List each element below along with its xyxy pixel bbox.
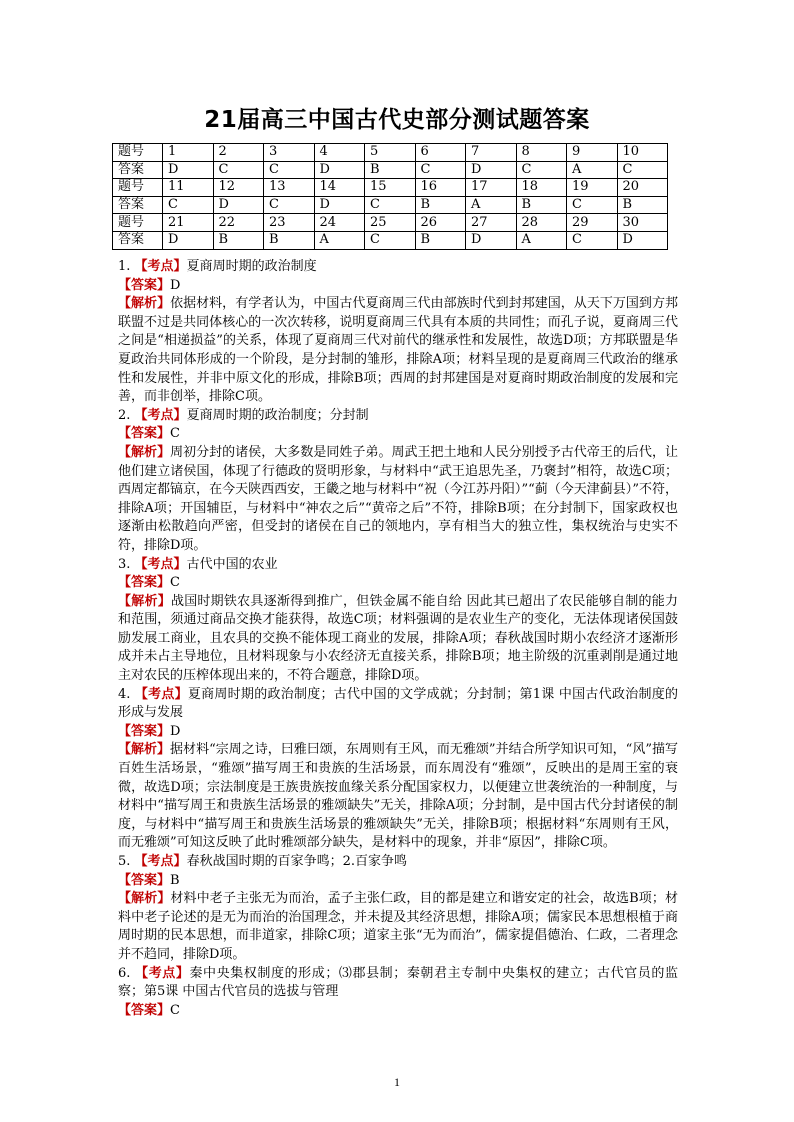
table-cell: C: [163, 196, 214, 214]
table-cell: A: [314, 231, 365, 249]
question-number: 2.: [118, 407, 135, 423]
table-cell: 22: [213, 214, 264, 232]
kaodian-text: 古代中国的农业: [186, 556, 278, 572]
table-cell: 27: [466, 214, 517, 232]
question-number: 1.: [118, 259, 135, 274]
kaodian-text: 春秋战国时期的百家争鸣；2.百家争鸣: [186, 854, 407, 869]
question-answer-line: [118, 425, 678, 444]
table-cell: B: [264, 231, 315, 249]
table-row-header: 题号: [113, 179, 163, 197]
answer-label: 【答案】: [118, 1002, 171, 1018]
table-row-header: 答案: [113, 231, 163, 249]
table-cell: C: [567, 231, 618, 249]
kaodian-label: 【考点】: [134, 686, 188, 702]
table-cell: 15: [365, 179, 416, 197]
question-topic-line: [118, 407, 678, 426]
kaodian-text: 夏商周时期的政治制度；古代中国的文学成就；分封制；第1课 中国古代政治制度的形成与发展: [118, 686, 678, 721]
answer-text: C: [170, 426, 180, 442]
kaodian-label: 【考点】: [134, 259, 187, 274]
question-topic-line: [118, 965, 678, 1002]
table-cell: B: [415, 196, 466, 214]
kaodian-text: 秦中央集权制度的形成；⑶郡县制；秦朝君主专制中央集权的建立；古代官员的监察；第5课 中国古代官员的选拔与管理: [118, 965, 678, 1000]
table-cell: 25: [365, 214, 416, 232]
table-cell: A: [516, 231, 567, 249]
answer-text: D: [170, 723, 181, 739]
table-cell: A: [567, 161, 618, 179]
analysis-label: 【解析】: [118, 296, 171, 312]
table-cell: D: [617, 231, 668, 249]
analysis-text: 战国时期铁农具逐渐得到推广，但铁金属不能自给 因此其已超出了农民能够自制的能力和范围，须通过商品交换才能获得，故选C项；材料强调的是农业生产的变化，无法体现诸侯国鼓励发展工商业，且农具的交换不能体现工商业的发展，排除A项；春秋战国时期小农经济才逐渐形成并未占主导地位，且材料现象与小农经济无直接关系，排除B项；地主阶级的沉重剥削是通过地主对农民的压榨体现出来的，不符合题意，排除D项。: [118, 593, 678, 684]
kaodian-label: 【考点】: [134, 407, 187, 423]
question-analysis: [118, 890, 678, 964]
analysis-text: 材料中老子主张无为而治，孟子主张仁政，目的都是建立和谐安定的社会，故选B项；材料中老子论述的是无为而治的治国理念，并未提及其经济思想，排除A项；儒家民本思想根植于商周时期的民本思想，而非道家，排除C项；道家主张“无为而治”，儒家提倡德治、仁政，二者理念并不趋同，排除D项。: [118, 891, 678, 962]
table-cell: 21: [163, 214, 214, 232]
answer-label: 【答案】: [118, 575, 171, 591]
table-row: [113, 161, 668, 179]
table-cell: B: [365, 161, 416, 179]
table-cell: 12: [213, 179, 264, 197]
table-cell: 28: [516, 214, 567, 232]
table-row: [113, 231, 668, 249]
question-answer-line: [118, 872, 678, 891]
table-row: [113, 214, 668, 232]
analysis-text: 据材料“宗周之诗，曰雅曰颂，东周则有王风，而无雅颂”并结合所学知识可知，“风”描写百姓生活场景，“雅颂”描写周王和贵族的生活场景，而东周没有“雅颂”，反映出的是周王室的衰微，故选D项；宗法制度是王族贵族按血缘关系分配国家权力，以便建立世袭统治的一种制度，与材料中“描写周王和贵族生活场景的雅颂缺失”无关，排除A项；分封制，是中国古代分封诸侯的制度，与材料中“描写周王和贵族生活场景的雅颂缺失”无关，排除B项；根据材料“东周则有王风，而无雅颂”可知这反映了此时雅颂部分缺失，是材料中的现象，并非“原因”，排除C项。: [118, 742, 678, 851]
answer-text: C: [170, 575, 180, 591]
table-cell: 5: [365, 144, 416, 162]
table-cell: 2: [213, 144, 264, 162]
table-cell: 26: [415, 214, 466, 232]
question-topic-line: [118, 686, 678, 723]
question-number: 6.: [118, 965, 136, 981]
question-analysis: [118, 593, 678, 686]
table-cell: 11: [163, 179, 214, 197]
question-number: 5.: [118, 854, 135, 869]
table-cell: 1: [163, 144, 214, 162]
kaodian-text: 夏商周时期的政治制度: [186, 259, 317, 274]
analysis-label: 【解析】: [118, 593, 171, 609]
table-cell: C: [264, 196, 315, 214]
answer-text: B: [170, 872, 180, 888]
table-cell: 18: [516, 179, 567, 197]
table-row: [113, 196, 668, 214]
question-answer-line: [118, 723, 678, 742]
table-cell: 30: [617, 214, 668, 232]
answer-label: 【答案】: [118, 277, 171, 293]
kaodian-text: 夏商周时期的政治制度；分封制: [186, 407, 369, 423]
table-cell: A: [466, 196, 517, 214]
table-cell: 29: [567, 214, 618, 232]
table-row: [113, 144, 668, 162]
table-row-header: 题号: [113, 214, 163, 232]
table-cell: C: [415, 161, 466, 179]
table-cell: D: [163, 231, 214, 249]
analysis-label: 【解析】: [118, 444, 171, 460]
table-cell: 20: [617, 179, 668, 197]
table-cell: 14: [314, 179, 365, 197]
table-cell: B: [516, 196, 567, 214]
table-cell: C: [264, 161, 315, 179]
kaodian-label: 【考点】: [134, 854, 187, 869]
table-row: [113, 179, 668, 197]
table-cell: 9: [567, 144, 618, 162]
table-cell: 6: [415, 144, 466, 162]
table-cell: 16: [415, 179, 466, 197]
table-cell: 24: [314, 214, 365, 232]
table-row-header: 答案: [113, 196, 163, 214]
answer-label: 【答案】: [118, 723, 171, 739]
analysis-label: 【解析】: [118, 891, 171, 907]
table-cell: B: [617, 196, 668, 214]
page-number: 1: [394, 1075, 400, 1089]
analysis-label: 【解析】: [118, 742, 171, 758]
table-cell: 17: [466, 179, 517, 197]
table-cell: C: [213, 161, 264, 179]
question-answer-line: [118, 277, 678, 296]
question-analysis: [118, 295, 678, 407]
table-cell: 7: [466, 144, 517, 162]
table-cell: 23: [264, 214, 315, 232]
table-cell: D: [314, 196, 365, 214]
table-cell: B: [415, 231, 466, 249]
table-cell: 8: [516, 144, 567, 162]
question-answer-line: [118, 1002, 678, 1021]
kaodian-label: 【考点】: [134, 556, 187, 572]
answer-label: 【答案】: [118, 426, 171, 442]
table-cell: C: [617, 161, 668, 179]
question-topic-line: [118, 556, 678, 575]
table-cell: 4: [314, 144, 365, 162]
table-row-header: 答案: [113, 161, 163, 179]
document-title: 21届高三中国古代史部分测试题答案: [204, 107, 590, 133]
answer-label: 【答案】: [118, 872, 171, 888]
kaodian-label: 【考点】: [135, 965, 190, 981]
table-cell: D: [213, 196, 264, 214]
table-cell: C: [365, 231, 416, 249]
table-cell: C: [516, 161, 567, 179]
question-analysis: [118, 444, 678, 556]
analysis-text: 依据材料，有学者认为，中国古代夏商周三代由部族时代到封邦建国，从天下万国到方邦联盟不过是共同体核心的一次次转移，说明夏商周三代具有本质的共同性；而孔子说，夏商周三代之间是“相递损益”的关系，体现了夏商周三代对前代的继承性和发展性，故选D项；方邦联盟是华夏政治共同体形成的一个阶段，是分封制的雏形，排除A项；材料呈现的是夏商周三代政治的继承性和发展性，并非中原文化的形成，排除B项；西周的封邦建国是对夏商时期政治制度的发展和完善，而非创举，排除C项。: [118, 296, 678, 405]
analysis-text: 周初分封的诸侯，大多数是同姓子弟。周武王把土地和人民分别授予古代帝王的后代，让他们建立诸侯国，体现了行德政的贤明形象，与材料中“武王追思先圣，乃褒封”相符，故选C项；西周定都镐京，在今天陕西西安，王畿之地与材料中“祝（今江苏丹阳）”“蓟（今天津蓟县）”不符，排除A项；开国辅臣，与材料中“神农之后”“黄帝之后”不符，排除B项；在分封制下，国家政权也逐渐由松散趋向严密，但受封的诸侯在自己的领地内，享有相当大的独立性，集权统治与史实不符，排除D项。: [118, 444, 678, 553]
table-cell: 10: [617, 144, 668, 162]
question-number: 3.: [118, 556, 135, 572]
question-number: 4.: [118, 686, 135, 702]
table-cell: B: [213, 231, 264, 249]
table-cell: D: [466, 161, 517, 179]
question-answer-line: [118, 574, 678, 593]
table-row-header: 题号: [113, 144, 163, 162]
table-cell: 3: [264, 144, 315, 162]
table-cell: D: [163, 161, 214, 179]
answer-explanations: [118, 258, 678, 1020]
question-analysis: [118, 741, 678, 853]
question-topic-line: [118, 853, 678, 872]
table-cell: D: [466, 231, 517, 249]
table-cell: 19: [567, 179, 618, 197]
answer-table: [112, 143, 668, 250]
answer-text: C: [170, 1002, 180, 1018]
question-topic-line: [118, 258, 678, 277]
table-cell: 13: [264, 179, 315, 197]
table-cell: D: [314, 161, 365, 179]
table-cell: C: [365, 196, 416, 214]
table-cell: C: [567, 196, 618, 214]
answer-text: D: [170, 277, 181, 293]
